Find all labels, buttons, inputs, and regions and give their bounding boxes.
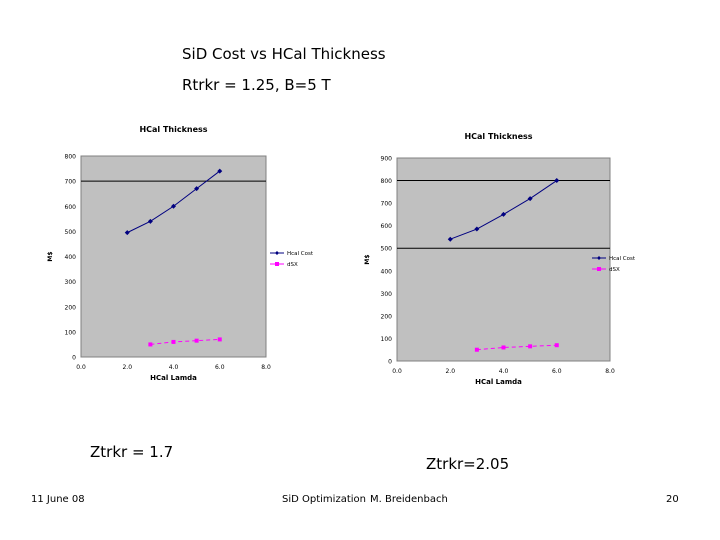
left-chart-caption: Ztrkr = 1.7 [90,443,174,461]
y-tick-label: 600 [380,223,392,231]
y-tick-label: 700 [380,200,392,208]
data-point-dsx [172,340,176,344]
data-point-dsx [475,348,479,352]
y-tick-label: 800 [380,178,392,186]
y-tick-label: 500 [64,228,76,236]
y-tick-label: 200 [64,304,76,312]
x-tick-label: 2.0 [122,364,133,371]
y-tick-label: 800 [64,153,76,161]
y-tick-label: 600 [64,203,76,211]
legend-marker-dsx [275,262,279,266]
plot-area [397,158,610,361]
data-point-dsx [148,342,152,346]
footer-page-number: 20 [666,494,679,505]
y-tick-label: 300 [64,279,76,287]
footer-author: M. Breidenbach [370,494,448,505]
x-tick-label: 2.0 [445,368,456,375]
legend-label-cost: Hcal Cost [609,256,636,262]
x-tick-label: 4.0 [168,364,179,371]
data-point-dsx [218,337,222,341]
x-tick-label: 0.0 [392,368,402,375]
y-tick-label: 200 [380,313,392,321]
plot-area [81,156,266,357]
footer-date: 11 June 08 [31,494,85,505]
legend-label-dsx: dSX [609,267,620,273]
chart-right [356,125,656,400]
data-point-dsx [502,345,506,349]
y-tick-label: 400 [64,254,76,261]
y-tick-label: 700 [64,178,76,186]
legend-label-dsx: dSX [287,262,298,268]
x-tick-label: 0.0 [76,364,86,371]
y-tick-label: 400 [380,268,392,276]
legend-marker-dsx [597,267,601,271]
legend-label-cost: Hcal Cost [287,251,314,257]
chart-title: HCal Thickness [464,132,533,141]
x-tick-label: 8.0 [605,368,615,375]
data-point-dsx [195,339,199,343]
chart-left [40,120,330,400]
data-point-dsx [528,344,532,348]
footer-center: SiD Optimization [282,494,366,505]
y-tick-label: 100 [380,335,392,343]
x-tick-label: 6.0 [551,368,562,375]
y-axis-label: M$ [47,251,54,262]
x-tick-label: 6.0 [214,364,225,371]
y-tick-label: 900 [380,155,392,163]
y-tick-label: 500 [380,245,392,253]
x-tick-label: 4.0 [498,368,509,375]
y-axis-label: M$ [364,254,371,265]
x-axis-label: HCal Lamda [150,374,197,382]
data-point-dsx [555,343,559,347]
slide-title: SiD Cost vs HCal Thickness [182,45,386,63]
y-tick-label: 100 [64,329,76,337]
chart-title: HCal Thickness [139,125,208,134]
x-tick-label: 8.0 [261,364,271,371]
y-tick-label: 0 [72,354,76,362]
x-axis-label: HCal Lamda [475,378,522,386]
legend-marker-cost [275,251,279,255]
y-tick-label: 0 [388,358,392,366]
slide-subtitle: Rtrkr = 1.25, B=5 T [182,76,331,94]
y-tick-label: 300 [380,290,392,298]
right-chart-caption: Ztrkr=2.05 [426,455,510,473]
